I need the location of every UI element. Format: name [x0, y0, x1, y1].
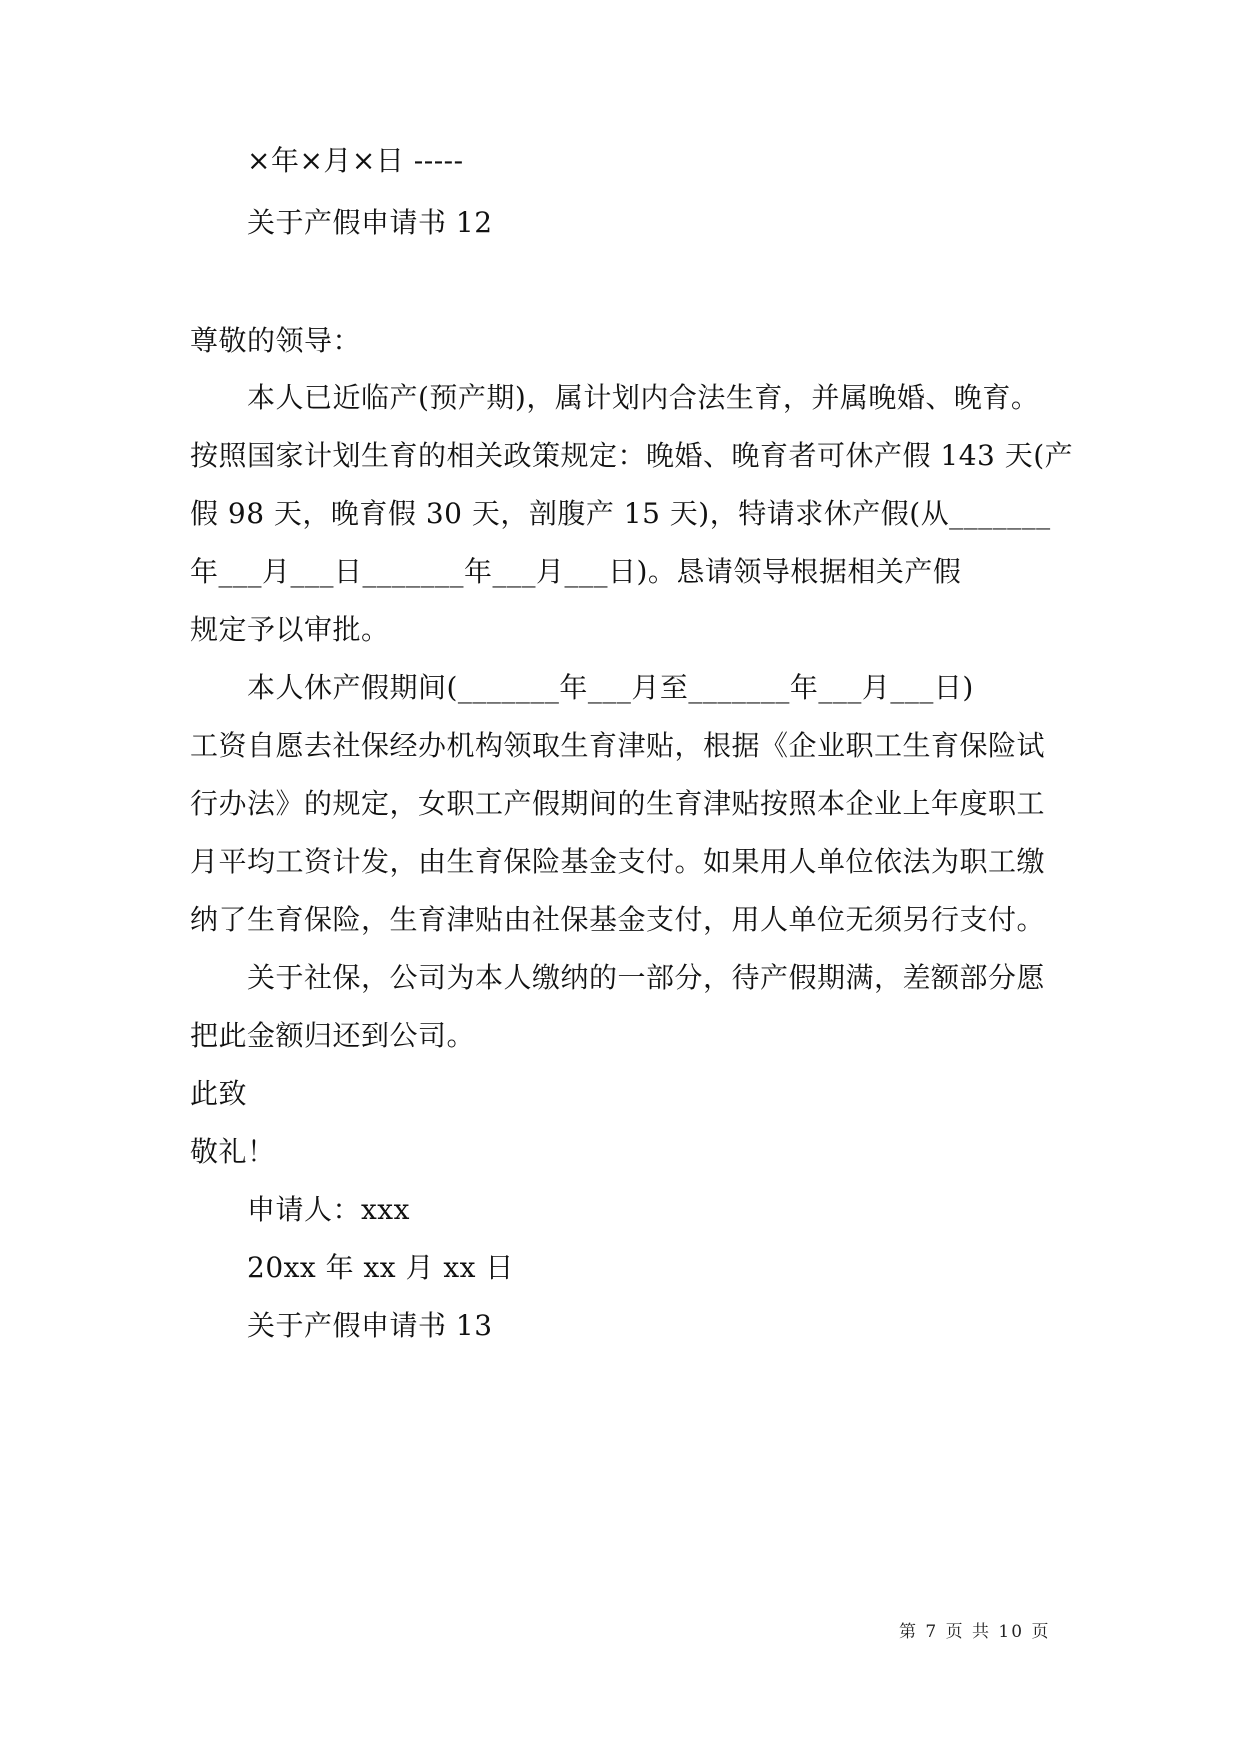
paragraph-2-line-1: 本人休产假期间(_______年___月至_______年___月___日) — [247, 671, 974, 704]
paragraph-1-line-1: 本人已近临产(预产期)，属计划内合法生育，并属晚婚、晚育。 — [247, 381, 1040, 414]
paragraph-1-line-2: 按照国家计划生育的相关政策规定：晚婚、晚育者可休产假 143 天(产 — [190, 439, 1074, 472]
closing-cizhi: 此致 — [190, 1077, 248, 1110]
salutation: 尊敬的领导： — [190, 324, 362, 357]
paragraph-2-line-4: 月平均工资计发，由生育保险基金支付。如果用人单位依法为职工缴 — [190, 845, 1046, 878]
paragraph-3-line-2: 把此金额归还到公司。 — [190, 1019, 476, 1052]
page-number-footer: 第 7 页 共 10 页 — [899, 1622, 1051, 1642]
paragraph-1-line-3: 假 98 天，晚育假 30 天，剖腹产 15 天)，特请求休产假(从_______ — [190, 497, 1051, 530]
paragraph-2-line-2: 工资自愿去社保经办机构领取生育津贴，根据《企业职工生育保险试 — [190, 729, 1046, 762]
section-heading-12: 关于产假申请书 12 — [247, 206, 493, 239]
paragraph-2-line-3: 行办法》的规定，女职工产假期间的生育津贴按照本企业上年度职工 — [190, 787, 1046, 820]
paragraph-2-line-5: 纳了生育保险，生育津贴由社保基金支付，用人单位无须另行支付。 — [190, 903, 1046, 936]
paragraph-1-line-5: 规定予以审批。 — [190, 613, 390, 646]
closing-jingli: 敬礼！ — [190, 1135, 276, 1168]
signature-date: 20xx 年 xx 月 xx 日 — [247, 1251, 514, 1284]
paragraph-1-line-4: 年___月___日_______年___月___日)。恳请领导根据相关产假 — [190, 555, 962, 588]
paragraph-3-line-1: 关于社保，公司为本人缴纳的一部分，待产假期满，差额部分愿 — [247, 961, 1046, 994]
section-heading-13: 关于产假申请书 13 — [247, 1309, 493, 1342]
date-line: ×年×月×日 ----- — [247, 144, 464, 177]
applicant-signature: 申请人：xxx — [247, 1193, 410, 1226]
